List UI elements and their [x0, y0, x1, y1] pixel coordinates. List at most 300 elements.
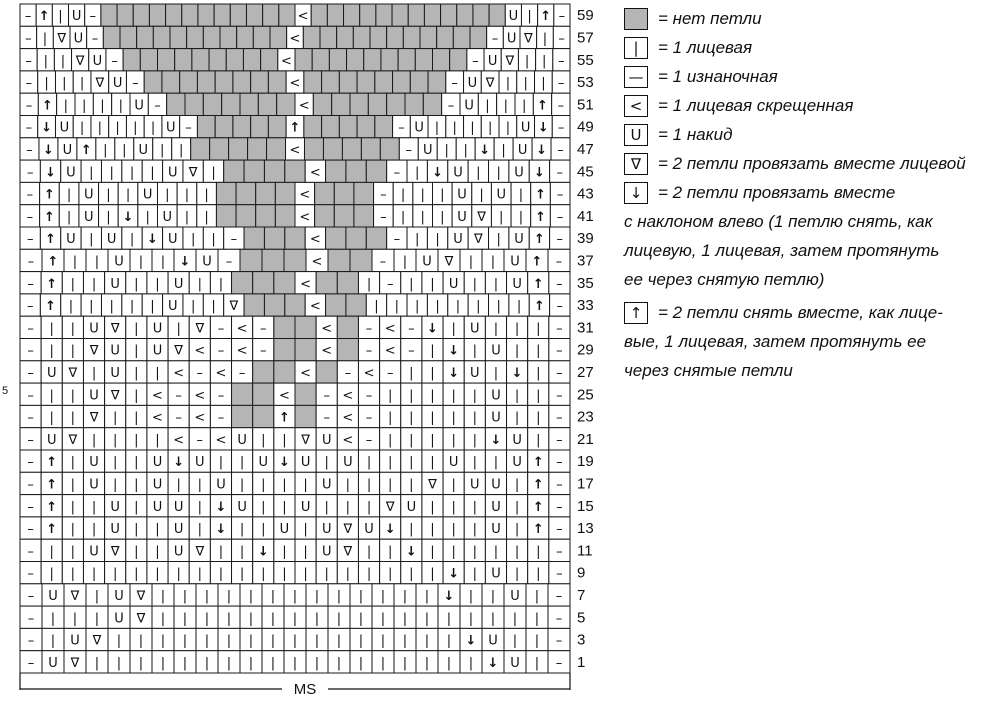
- stitch-symbol: |: [468, 655, 474, 671]
- stitch-symbol: U: [453, 165, 463, 181]
- stitch-symbol: U: [512, 432, 522, 448]
- legend-text: = 1 лицевая: [658, 37, 753, 57]
- row-number: 31: [577, 319, 594, 337]
- chart-cell-no-stitch: [256, 182, 276, 204]
- stitch-symbol: |: [536, 321, 541, 337]
- stitch-symbol: U: [152, 499, 163, 515]
- legend-item: [624, 91, 1000, 120]
- stitch-symbol: ↑: [278, 410, 290, 426]
- stitch-symbol: U: [517, 142, 528, 158]
- stitch-symbol: |: [150, 165, 155, 181]
- stitch-symbol: ↑: [47, 254, 59, 270]
- row-number: 39: [577, 230, 594, 248]
- stitch-symbol: U: [470, 477, 480, 493]
- chart-cell-no-stitch: [420, 26, 437, 48]
- stitch-symbol: –: [556, 388, 563, 404]
- stitch-symbol: <: [289, 142, 301, 158]
- chart-cell-no-stitch: [364, 49, 381, 71]
- stitch-symbol: |: [380, 655, 386, 671]
- stitch-symbol: ↑: [46, 276, 58, 292]
- stitch-symbol: |: [514, 477, 520, 493]
- stitch-symbol: U: [457, 209, 467, 225]
- stitch-symbol: <: [384, 343, 396, 359]
- chart-cell-no-stitch: [264, 294, 284, 316]
- stitch-symbol: ↑: [532, 499, 544, 515]
- stitch-symbol: U: [152, 343, 163, 359]
- stitch-symbol: ∇: [428, 477, 437, 493]
- stitch-symbol: |: [472, 432, 478, 448]
- row-number: 25: [577, 386, 594, 404]
- chart-cell-no-stitch: [346, 227, 366, 249]
- stitch-symbol: |: [134, 276, 139, 292]
- stitch-symbol: –: [491, 31, 499, 47]
- chart-cell-no-stitch: [253, 405, 274, 427]
- stitch-symbol: –: [27, 343, 34, 359]
- stitch-symbol: U: [258, 455, 269, 471]
- stitch-symbol: –: [27, 522, 34, 538]
- stitch-symbol: |: [239, 566, 245, 582]
- stitch-symbol: U: [134, 98, 144, 114]
- stitch-symbol: |: [435, 232, 440, 248]
- stitch-symbol: ↓: [215, 522, 227, 538]
- row-number: 1: [577, 653, 586, 671]
- stitch-symbol: |: [261, 566, 266, 582]
- stitch-symbol: ∇: [174, 343, 184, 359]
- chart-cell-no-stitch: [232, 405, 253, 427]
- stitch-symbol: |: [409, 410, 414, 426]
- stitch-symbol: ∇: [473, 232, 483, 248]
- chart-cell-no-stitch: [237, 26, 254, 48]
- legend-symbol-icon: —: [624, 66, 648, 88]
- stitch-symbol: |: [472, 544, 478, 560]
- stitch-symbol: ∇: [477, 209, 486, 225]
- stitch-symbol: –: [365, 343, 373, 359]
- chart-cell-no-stitch: [424, 4, 440, 26]
- chart-cell-no-stitch: [236, 205, 256, 227]
- stitch-symbol: |: [387, 566, 393, 582]
- chart-cell-no-stitch: [262, 249, 284, 271]
- stitch-symbol: |: [129, 165, 135, 181]
- legend-item: [624, 298, 1000, 327]
- chart-cell-no-stitch: [275, 205, 295, 227]
- chart-cell-no-stitch: [329, 49, 346, 71]
- chart-cell-no-stitch: [170, 26, 187, 48]
- stitch-symbol: ↓: [448, 365, 460, 381]
- stitch-symbol: –: [556, 566, 563, 582]
- chart-cell-no-stitch: [230, 4, 246, 26]
- stitch-symbol: U: [73, 31, 84, 47]
- stitch-symbol: –: [27, 633, 35, 649]
- stitch-symbol: U: [237, 432, 247, 448]
- stitch-symbol: ↑: [533, 299, 545, 315]
- stitch-symbol: |: [402, 611, 408, 627]
- stitch-symbol: |: [138, 254, 144, 270]
- chart-cell-no-stitch: [258, 93, 276, 115]
- stitch-symbol: |: [43, 53, 48, 69]
- stitch-symbol: U: [491, 388, 501, 404]
- stitch-symbol: |: [490, 588, 496, 604]
- stitch-symbol: |: [112, 432, 118, 448]
- chart-cell-no-stitch: [405, 93, 423, 115]
- stitch-symbol: |: [218, 276, 224, 292]
- stitch-symbol: U: [59, 120, 70, 136]
- stitch-symbol: –: [154, 98, 161, 114]
- stitch-symbol: U: [202, 254, 212, 270]
- stitch-symbol: ↓: [146, 232, 158, 248]
- stitch-symbol: |: [451, 522, 456, 538]
- chart-cell-no-stitch: [149, 4, 165, 26]
- stitch-symbol: –: [555, 588, 563, 604]
- stitch-symbol: |: [430, 455, 435, 471]
- chart-cell-no-stitch: [248, 138, 267, 160]
- stitch-symbol: U: [343, 455, 353, 471]
- stitch-symbol: |: [476, 165, 481, 181]
- stitch-symbol: |: [455, 299, 461, 315]
- chart-cell-no-stitch: [251, 71, 269, 93]
- stitch-symbol: U: [173, 544, 184, 560]
- stitch-symbol: –: [27, 544, 34, 560]
- stitch-symbol: <: [363, 365, 375, 381]
- stitch-symbol: <: [236, 321, 248, 337]
- stitch-symbol: |: [424, 588, 430, 604]
- stitch-symbol: |: [446, 633, 452, 649]
- stitch-symbol: U: [512, 455, 522, 471]
- stitch-symbol: –: [556, 232, 564, 248]
- stitch-symbol: |: [452, 120, 457, 136]
- stitch-symbol: |: [303, 522, 308, 538]
- chart-cell-no-stitch: [197, 71, 215, 93]
- chart-cell-no-stitch: [197, 116, 215, 138]
- stitch-symbol: U: [300, 455, 311, 471]
- stitch-symbol: |: [536, 566, 541, 582]
- stitch-symbol: |: [106, 187, 111, 203]
- stitch-symbol: U: [162, 209, 173, 225]
- stitch-symbol: |: [472, 276, 478, 292]
- stitch-symbol: |: [190, 232, 196, 248]
- stitch-symbol: |: [420, 209, 425, 225]
- chart-cell-no-stitch: [387, 93, 405, 115]
- stitch-symbol: U: [89, 477, 99, 493]
- stitch-symbol: |: [324, 499, 329, 515]
- stitch-symbol: |: [451, 432, 456, 448]
- row-number: 49: [577, 118, 594, 136]
- stitch-symbol: ↑: [532, 276, 544, 292]
- stitch-symbol: ↓: [41, 120, 53, 136]
- stitch-symbol: <: [215, 365, 227, 381]
- stitch-symbol: |: [501, 142, 506, 158]
- stitch-symbol: |: [451, 410, 456, 426]
- stitch-symbol: |: [415, 232, 420, 248]
- stitch-symbol: –: [27, 276, 34, 292]
- stitch-symbol: |: [493, 365, 499, 381]
- stitch-symbol: –: [323, 410, 330, 426]
- stitch-symbol: <: [289, 76, 301, 92]
- stitch-symbol: –: [27, 566, 34, 582]
- chart-cell-no-stitch: [334, 205, 354, 227]
- stitch-symbol: U: [321, 544, 332, 560]
- stitch-symbol: |: [150, 120, 156, 136]
- row-number: 5: [577, 609, 586, 627]
- chart-cell-no-stitch: [326, 227, 346, 249]
- stitch-symbol: |: [536, 410, 541, 426]
- chart-cell-no-stitch: [264, 160, 284, 182]
- stitch-symbol: –: [323, 388, 330, 404]
- stitch-symbol: |: [239, 477, 245, 493]
- chart-cell-no-stitch: [185, 93, 203, 115]
- stitch-symbol: –: [558, 31, 565, 47]
- stitch-symbol: |: [282, 544, 287, 560]
- stitch-symbol: <: [299, 187, 311, 203]
- stitch-symbol: U: [487, 53, 498, 69]
- row-numbers: [577, 7, 594, 671]
- stitch-symbol: U: [514, 165, 524, 181]
- row-number: 33: [577, 297, 594, 315]
- stitch-symbol: |: [179, 142, 184, 158]
- stitch-symbol: U: [237, 499, 247, 515]
- row-number: 45: [577, 163, 594, 181]
- stitch-symbol: |: [226, 633, 232, 649]
- legend-text: = 2 петли провязать вместе лицевой: [658, 153, 966, 173]
- stitch-symbol: |: [204, 611, 210, 627]
- stitch-symbol: |: [270, 611, 276, 627]
- chart-cell-no-stitch: [316, 361, 337, 383]
- stitch-symbol: U: [216, 477, 226, 493]
- chart-cell-no-stitch: [263, 4, 279, 26]
- legend-text: = нет петли: [658, 8, 762, 28]
- stitch-symbol: |: [197, 499, 203, 515]
- stitch-symbol: U: [491, 410, 501, 426]
- stitch-symbol: |: [516, 299, 522, 315]
- stitch-symbol: |: [70, 544, 76, 560]
- chart-cell-no-stitch: [453, 26, 470, 48]
- chart-cell-no-stitch: [312, 49, 329, 71]
- stitch-symbol: |: [155, 276, 160, 292]
- stitch-symbol: ∇: [110, 388, 120, 404]
- chart-cell-no-stitch: [357, 116, 375, 138]
- stitch-symbol: ∇: [385, 499, 395, 515]
- stitch-symbol: |: [536, 343, 541, 359]
- stitch-symbol: U: [279, 522, 290, 538]
- stitch-symbol: –: [27, 432, 34, 448]
- chart-cell-no-stitch: [279, 4, 295, 26]
- chart-cell-no-stitch: [339, 71, 357, 93]
- stitch-symbol: |: [261, 499, 266, 515]
- chart-cell-no-stitch: [375, 71, 393, 93]
- stitch-symbol: U: [423, 142, 433, 158]
- stitch-symbol: –: [217, 410, 225, 426]
- chart-cell-no-stitch: [342, 138, 361, 160]
- stitch-symbol: U: [520, 120, 531, 136]
- legend-text: = 1 накид: [658, 124, 733, 144]
- stitch-symbol: –: [260, 321, 267, 337]
- stitch-symbol: U: [166, 120, 176, 136]
- chart-cell-no-stitch: [344, 4, 360, 26]
- stitch-symbol: –: [26, 232, 34, 248]
- stitch-symbol: |: [358, 588, 364, 604]
- chart-cell-no-stitch: [123, 49, 140, 71]
- stitch-symbol: –: [238, 365, 246, 381]
- stitch-symbol: |: [430, 388, 435, 404]
- row-number: 59: [577, 7, 594, 25]
- stitch-symbol: U: [152, 455, 163, 471]
- chart-cell-no-stitch: [315, 182, 335, 204]
- stitch-symbol: U: [406, 499, 417, 515]
- stitch-symbol: ∇: [505, 53, 515, 69]
- stitch-symbol: |: [430, 522, 435, 538]
- stitch-symbol: <: [289, 31, 301, 47]
- stitch-symbol: |: [451, 477, 456, 493]
- stitch-symbol: |: [485, 98, 490, 114]
- stitch-symbol: |: [100, 98, 105, 114]
- stitch-symbol: U: [110, 343, 120, 359]
- stitch-symbol: |: [387, 410, 393, 426]
- stitch-symbol: –: [380, 187, 387, 203]
- chart-cell-no-stitch: [140, 49, 157, 71]
- stitch-symbol: <: [194, 410, 206, 426]
- stitch-symbol: |: [145, 209, 150, 225]
- stitch-symbol: –: [26, 209, 34, 225]
- row-number: 19: [577, 453, 594, 471]
- chart-cell-no-stitch: [393, 71, 411, 93]
- stitch-symbol: |: [184, 209, 190, 225]
- stitch-symbol: |: [94, 655, 100, 671]
- chart-cell-no-stitch: [361, 138, 380, 160]
- chart-cell-no-stitch: [232, 383, 253, 405]
- stitch-symbol: |: [97, 120, 103, 136]
- chart-cell-no-stitch: [380, 138, 399, 160]
- stitch-symbol: |: [270, 588, 276, 604]
- stitch-symbol: <: [152, 410, 163, 426]
- stitch-symbol: <: [300, 365, 312, 381]
- stitch-symbol: |: [211, 165, 216, 181]
- stitch-symbol: U: [62, 142, 73, 158]
- chart-cell-no-stitch: [354, 182, 374, 204]
- stitch-symbol: |: [226, 588, 232, 604]
- chart-cell-no-stitch: [220, 26, 237, 48]
- stitch-symbol: ↓: [432, 165, 444, 181]
- stitch-symbol: |: [91, 499, 97, 515]
- stitch-symbol: ∇: [229, 299, 239, 315]
- stitch-symbol: ↑: [46, 522, 58, 538]
- chart-cell-no-stitch: [360, 4, 376, 26]
- stitch-symbol: |: [248, 588, 254, 604]
- legend-text-continued: через снятые петли: [624, 361, 793, 380]
- stitch-symbol: ↓: [533, 165, 545, 181]
- stitch-symbol: <: [321, 321, 333, 337]
- stitch-symbol: |: [451, 321, 456, 337]
- chart-cell-no-stitch: [203, 93, 221, 115]
- stitch-symbol: –: [555, 655, 563, 671]
- stitch-symbol: |: [512, 611, 518, 627]
- stitch-symbol: –: [447, 98, 455, 114]
- chart-cell-no-stitch: [277, 93, 295, 115]
- stitch-symbol: |: [534, 655, 540, 671]
- row-number: 21: [577, 430, 594, 448]
- stitch-symbol: ∇: [68, 365, 78, 381]
- stitch-symbol: <: [299, 209, 311, 225]
- stitch-symbol: |: [89, 232, 94, 248]
- chart-cell-no-stitch: [303, 26, 320, 48]
- stitch-symbol: |: [204, 588, 210, 604]
- stitch-symbol: –: [556, 410, 563, 426]
- chart-cell-no-stitch: [398, 49, 415, 71]
- row-number: 17: [577, 475, 594, 493]
- legend-text: = 1 лицевая скрещенная: [658, 95, 854, 115]
- stitch-symbol: ∇: [136, 588, 146, 604]
- stitch-symbol: |: [70, 410, 76, 426]
- stitch-symbol: |: [109, 299, 114, 315]
- stitch-symbol: ↓: [42, 142, 54, 158]
- row-number: 23: [577, 408, 594, 426]
- stitch-symbol: |: [138, 633, 144, 649]
- stitch-symbol: U: [195, 455, 205, 471]
- stitch-symbol: U: [152, 477, 163, 493]
- chart-cell-no-stitch: [187, 26, 204, 48]
- stitch-symbol: ↑: [532, 477, 544, 493]
- stitch-symbol: –: [379, 254, 387, 270]
- stitch-symbol: –: [556, 455, 563, 471]
- stitch-symbol: –: [405, 142, 413, 158]
- stitch-symbol: ∇: [92, 633, 102, 649]
- stitch-symbol: |: [182, 633, 188, 649]
- chart-cell-no-stitch: [253, 361, 274, 383]
- chart-cell-no-stitch: [144, 71, 162, 93]
- stitch-symbol: |: [49, 410, 54, 426]
- stitch-symbol: |: [496, 165, 501, 181]
- stitch-symbol: |: [409, 566, 414, 582]
- stitch-symbol: –: [27, 588, 35, 604]
- stitch-symbol: |: [66, 209, 72, 225]
- stitch-symbol: –: [556, 499, 563, 515]
- stitch-symbol: |: [440, 187, 445, 203]
- stitch-symbol: –: [557, 120, 565, 136]
- chart-cell-no-stitch: [403, 26, 420, 48]
- stitch-symbol: ∇: [110, 544, 120, 560]
- stitch-symbol: –: [27, 655, 35, 671]
- stitch-symbol: |: [204, 209, 209, 225]
- stitch-symbol: |: [402, 633, 408, 649]
- stitch-symbol: <: [342, 432, 354, 448]
- stitch-symbol: |: [358, 633, 364, 649]
- chart-cell-no-stitch: [437, 26, 454, 48]
- stitch-symbol: U: [106, 232, 117, 248]
- stitch-symbol: |: [176, 321, 181, 337]
- stitch-symbol: |: [182, 611, 188, 627]
- chart-cell-no-stitch: [253, 383, 274, 405]
- stitch-symbol: |: [409, 432, 414, 448]
- stitch-symbol: |: [49, 321, 54, 337]
- stitch-symbol: |: [493, 321, 499, 337]
- chart-cell-no-stitch: [215, 116, 233, 138]
- chart-cell-no-stitch: [224, 160, 244, 182]
- stitch-symbol: U: [491, 499, 501, 515]
- stitch-symbol: |: [49, 544, 54, 560]
- stitch-symbol: ↓: [487, 655, 499, 671]
- stitch-symbol: –: [25, 53, 32, 69]
- stitch-symbol: ↓: [257, 544, 269, 560]
- stitch-symbol: |: [479, 187, 484, 203]
- stitch-symbol: |: [292, 588, 298, 604]
- stitch-symbol: |: [476, 299, 481, 315]
- chart-cell-no-stitch: [366, 160, 386, 182]
- stitch-symbol: |: [468, 588, 474, 604]
- stitch-symbol: |: [70, 477, 76, 493]
- stitch-symbol: |: [70, 388, 76, 404]
- stitch-symbol: –: [27, 455, 34, 471]
- stitch-symbol: ∇: [136, 611, 146, 627]
- stitch-symbol: |: [380, 611, 386, 627]
- stitch-symbol: U: [138, 142, 149, 158]
